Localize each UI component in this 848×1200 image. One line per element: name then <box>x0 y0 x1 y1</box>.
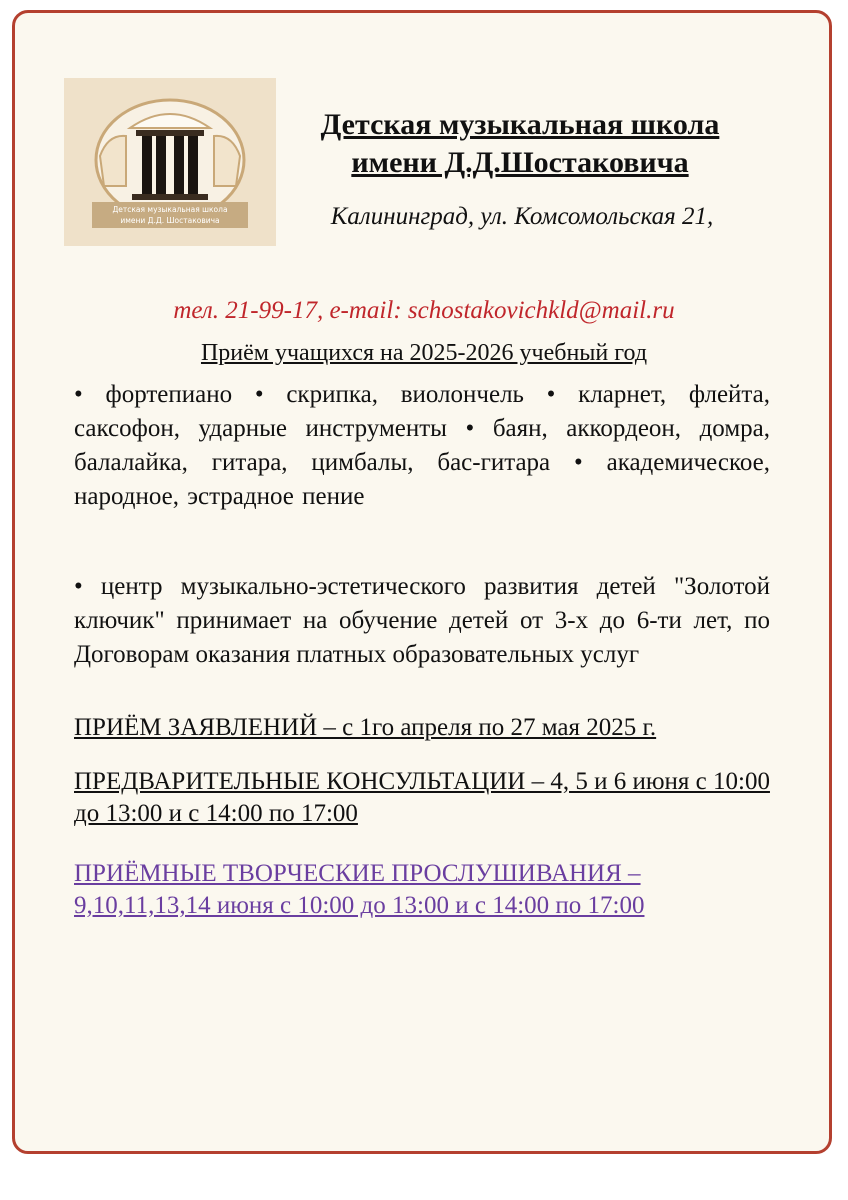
school-address: Калининград, ул. Комсомольская 21, <box>330 203 714 230</box>
school-title-line2: имени Д.Д.Шостаковича <box>351 146 689 179</box>
auditions-schedule-link[interactable]: ПРИЁМНЫЕ ТВОРЧЕСКИЕ ПРОСЛУШИВАНИЯ – 9,10,11,13,14 июня с 10:00 до 13:00 и с 14:00 по 17:00 <box>74 860 645 919</box>
school-logo <box>64 78 276 246</box>
admission-heading: Приём учащихся на 2025-2026 учебный год <box>200 340 648 366</box>
school-contacts: тел. 21-99-17, e-mail: schostakovichkld@mail.ru <box>173 297 675 324</box>
music-school-building-logo-icon <box>64 78 276 246</box>
school-title-line1: Детская музыкальная школа <box>320 108 720 141</box>
applications-period: ПРИЁМ ЗАЯВЛЕНИЙ – с 1го апреля по 27 мая 2025 г. <box>74 714 657 741</box>
logo-text-line2: имени Д.Д. Шостаковича <box>120 216 220 225</box>
school-title <box>270 106 770 182</box>
instruments-list: • фортепиано • скрипка, виолончель • кларнет, флейта, саксофон, ударные инструменты • баян, аккордеон, домра, балалайка, гитара, цимбалы, бас-гитара • академическое, народное, эстрадное пение <box>74 381 770 510</box>
consultations-schedule: ПРЕДВАРИТЕЛЬНЫЕ КОНСУЛЬТАЦИИ – 4, 5 и 6 июня с 10:00 до 13:00 и с 14:00 по 17:00 <box>74 768 770 827</box>
logo-text-line1: Детская музыкальная школа <box>112 205 228 214</box>
golden-key-center-paragraph: • центр музыкально-эстетического развития детей "Золотой ключик" принимает на обучение детей от 3-х до 6-ти лет, по Договорам оказания платных образовательных услуг <box>74 573 770 668</box>
